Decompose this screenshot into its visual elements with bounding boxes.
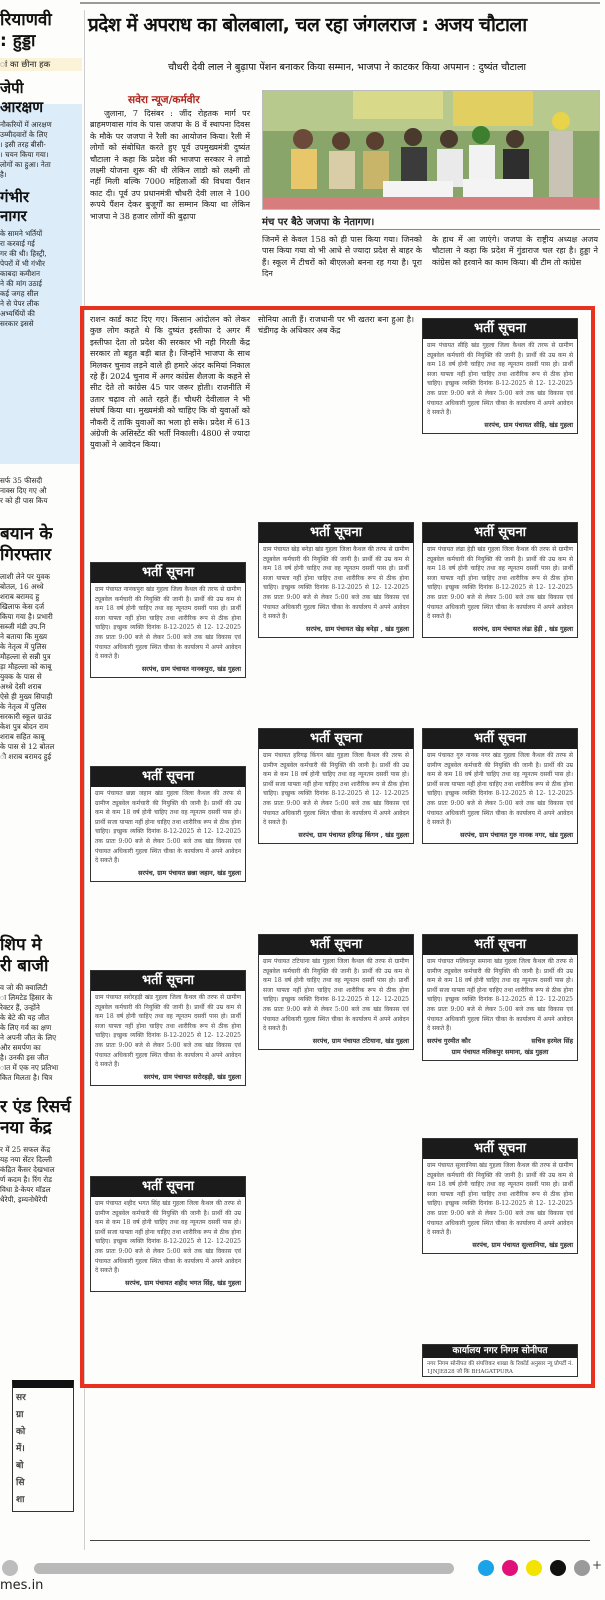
- article-col1-bottom: राशन कार्ड काट दिए गए। किसान आंदोलन को लेकर कुछ लोग कहते थे कि दुष्यंत इस्तीफा दे अगर मैं इस्तीफा देता तो प्रदेश की सरकार भी नही गिरती केंद्र सरकार तो बहुत बड़ी बात है। जिन्होंने भाजपा के साथ मिलकर चुनाव लड़ने वाले ही हमारे अंदर कमियां निकाल रहे हैं। 2024 चुनाव में अगर कांग्रेस शैलजा के कहने से सीट देते तो कांग्रेस 45 पार जरूर होती। राजनीति में उतार चढ़ाव तो आते रहते हैं। चौधरी देवीलाल ने भी संघर्ष किया था। मुख्यमंत्री को चाहिए कि वो युवाओं को नौकरी दें ताकि युवाओं का भला हो सके। प्रदेश में 613 अंग्रेजी के असिस्टेंट की भर्ती निकाली। 4800 से ज्यादा युवाओं ने आवेदन किया।: [90, 315, 250, 450]
- left-headline-6-line2: नया केंद्र: [0, 1118, 52, 1138]
- notice-kheri-bnera: [258, 522, 414, 638]
- article-byline: सवेरा न्यूज/कर्मवीर: [128, 94, 200, 106]
- left-headline-1-line2: : हुड्डा: [0, 31, 36, 51]
- left-headline-4-line2: गिरफ्तार: [0, 545, 52, 565]
- notice-signature: सरपंच, ग्राम पंचायत गुरु नानक नगर, खंड गुहला: [460, 830, 573, 839]
- left-para-4: लाशी लेने पर युवक बोतल, 16 अध्धे शराब बरामद हु खिलाफ केस दर्ज किया गया है। प्रभारी सब्जी मंडी उप.नि ने बताया कि मुख्य के नेतृत्व में पुलिस मौहल्ला से सन्नी पुत्र ड़ा मौहल्ला को काबू युवक के पास से अध्धे देसी शराब ऐसे ही मुख्य सिपाही के नेतृत्व में पुलिस सरकारी स्कूल ग्राउंड केश पुत्र बोदन राम शराब सहित काबू के पास से 12 बोतल ी शराब बरामद हुई: [0, 572, 55, 761]
- left-headline-5-line2: री बाजी: [0, 956, 49, 976]
- notice-title: भर्ती सूचना: [423, 729, 577, 749]
- notice-title: भर्ती सूचना: [423, 319, 577, 339]
- notice-guru-nanak-nagar: [422, 728, 578, 844]
- left-para-6: र में 25 सफल केंद्र यह नया सेंटर दिल्ली कंद्रित कैंसर देखभाल र्ण कदम है। रिंग रोड विधा डे-केयर मॉडल थैरेपी, इम्यनोथैरेपी: [0, 1145, 55, 1204]
- notice-harigarh-kingan: [258, 728, 414, 844]
- registration-dot-gray-2: [574, 1560, 590, 1576]
- notice-body: ग्राम पंचायत मलिकपुर समाना खंड गुहला जिला कैथल की तरफ से ग्रामीण ट्यूबवेल कर्मचारी की नियुक्ति की जानी है। प्रार्थी की उम्र कम से कम 18 वर्ष होनी चाहिए तथा वह न्यूनतम दसवीं पास हो। प्रार्थी सजा याफ्ता नहीं होना चाहिए तथा शारीरिक रूप से ठीक होना चाहिए। इच्छुक व्यक्ति दिनांक 8-12-2025 से 12- 12-2025 तक प्रातः 9:00 बजे से लेकर 5:00 बजे तक खंड विकास एवं पंचायत अधिकारी गुहला स्थित चीका के कार्यालय में अपने आवेदन दे सकते हैं।: [427, 958, 573, 1033]
- left-headline-5-line1: शिप मे: [0, 935, 42, 955]
- notice-malikpur-samana: [422, 934, 578, 1061]
- notice-title: भर्ती सूचना: [259, 523, 413, 543]
- article-col3: के हाथ में आ जाएंगे। जजपा के राष्ट्रीय अध्यक्ष अजय चौटाला ने कहा कि प्रदेश में गुंडाराज चल रहा है। हुड्डा ने कांग्रेस को हरवाने का काम किया। बी टीम तो कांग्रेस: [432, 235, 598, 267]
- left-headline-3-line1: गंभीर: [0, 188, 30, 206]
- website-url: mes.in: [0, 1578, 44, 1593]
- article-col1-top: जुलाना, 7 दिसंबर : जींद रोहतक मार्ग पर ब्राहमणवास गांव के पास जजपा के 8 वें स्थापना दिवस के मौके पर जजपा ने रैली का आयोजन किया। रैली में लोगों को संबोधित करते हुए पूर्व उपमुख्यमंत्री दुष्यंत चौटाला ने कहा कि प्रदेश की भाजपा सरकार ने लाडो लक्ष्मी योजना शुरू की थी लेकिन लाडो को लक्ष्मी तो नहीं मिली बल्कि 7000 महिलाओं की विधवा पैंशन काट दी। पूर्व उप प्रधानमंत्री चौधरी देवी लाल ने 100 रूपये पैंशन देकर बुजूर्गों का सम्मान किया था लेकिन भाजपा ने 38 हजार लोगों की बुढ़ापा: [90, 109, 250, 221]
- left-mini-notice: सर ग्रा को में। बो सि शा: [12, 1380, 74, 1512]
- left-headline-4-line1: बयान के: [0, 524, 53, 544]
- notice-title: भर्ती सूचना: [423, 523, 577, 543]
- notice-title: भर्ती सूचना: [91, 767, 245, 787]
- notice-tatiyana: [258, 934, 414, 1050]
- notice-signature: सरपंच, ग्राम पंचायत खेड़ बनेड़ा , खंड गुहला: [306, 624, 409, 633]
- notice-title: भर्ती सूचना: [259, 935, 413, 955]
- notice-body: ग्राम पंचायत टटियाना खंड गुहला जिला कैथल की तरफ से ग्रामीण ट्यूबवेल कर्मचारी की नियुक्ति की जानी है। प्रार्थी की उम्र कम से कम 18 वर्ष होनी चाहिए तथा वह न्यूनतम दसवीं पास हो। प्रार्थी सजा याफ्ता नहीं होना चाहिए तथा शारीरिक रूप से ठीक होना चाहिए। इच्छुक व्यक्ति दिनांक 8-12-2025 से 12- 12-2025 तक प्रातः 9:00 बजे से लेकर 5:00 बजे तक खंड विकास एवं पंचायत अधिकारी गुहला स्थित चीका के कार्यालय में अपने आवेदन दे सकते हैं।: [263, 958, 409, 1033]
- notice-body: ग्राम पंचायत खेड़ बनेड़ा खंड गुहला जिला कैथल की तरफ से ग्रामीण ट्यूबवेल कर्मचारी की नियुक्ति की जानी है। प्रार्थी की उम्र कम से कम 18 वर्ष होनी चाहिए तथा वह न्यूनतम दसवीं पास हो। प्रार्थी सजा याफ्ता नहीं होना चाहिए तथा शारीरिक रूप से ठीक होना चाहिए। इच्छुक व्यक्ति दिनांक 8-12-2025 से 12- 12-2025 तक प्रातः 9:00 बजे से लेकर 5:00 बजे तक खंड विकास एवं पंचायत अधिकारी गुहला स्थित चीका के कार्यालय में अपने आवेदन दे सकते हैं।: [263, 546, 409, 621]
- rally-stage-photo: [263, 91, 599, 209]
- left-headline-1-line1: रियाणवी: [0, 10, 52, 30]
- notice-title: भर्ती सूचना: [91, 971, 245, 991]
- notice-title: भर्ती सूचना: [423, 1139, 577, 1159]
- registration-dot-gray: [2, 1560, 18, 1576]
- left-lower-block: [0, 935, 82, 1205]
- left-adjacent-column: [0, 0, 82, 1552]
- notice-signatories: [423, 1034, 577, 1045]
- notice-signature: सरपंच, ग्राम पंचायत छन्ना जहान, खंड गुहला: [138, 868, 241, 877]
- registration-bar: [34, 1563, 454, 1574]
- left-para-3: सर्फ 35 फीसदी नाक्स दिए गए औ र को ही पास किय: [0, 476, 48, 505]
- left-para-1: नौकरियों में आरक्षण उम्मीदवारों के लिए । इसी तरह बीसी- । चयन किया गया। लोगों का हुआ। नेता है।: [0, 120, 52, 179]
- notice-municipal-corporation: [422, 1344, 578, 1377]
- notice-body: ग्राम पंचायत नानकपुरा खंड गुहला जिला कैथल की तरफ से ग्रामीण ट्यूबवेल कर्मचारी की नियुक्ति की जानी है। प्रार्थी की उम्र कम से कम 18 वर्ष होनी चाहिए तथा वह न्यूनतम दसवीं पास हो। प्रार्थी सजा याफ्ता नहीं होना चाहिए तथा शारीरिक रूप से ठीक होना चाहिए। इच्छुक व्यक्ति दिनांक 8-12-2025 से 12- 12-2025 तक प्रातः 9:00 बजे से लेकर 5:00 बजे तक खंड विकास एवं पंचायत अधिकारी गुहला स्थित चीका के कार्यालय में अपने आवेदन दे सकते हैं।: [95, 586, 241, 661]
- registration-dot-cyan: [478, 1560, 494, 1576]
- notice-signature: सरपंच, ग्राम पंचायत सुल्तानिया, खंड गुहला: [472, 1240, 573, 1249]
- left-highlight-strip: ां का छीना हक: [0, 58, 82, 71]
- left-top-block: [0, 10, 82, 329]
- notice-signature: सरपंच, ग्राम पंचायत लंढा हेड़ी , खंड गुहला: [472, 624, 573, 633]
- left-headline-2-line2: आरक्षण: [0, 98, 44, 116]
- notice-body: ग्राम पंचायत सुल्तानिया खंड गुहला जिला कैथल की तरफ से ग्रामीण ट्यूबवेल कर्मचारी की नियुक्ति की जानी है। प्रार्थी की उम्र कम से कम 18 वर्ष होनी चाहिए तथा वह न्यूनतम दसवीं पास हो। प्रार्थी सजा याफ्ता नहीं होना चाहिए तथा शारीरिक रूप से ठीक होना चाहिए। इच्छुक व्यक्ति दिनांक 8-12-2025 से 12- 12-2025 तक प्रातः 9:00 बजे से लेकर 5:00 बजे तक खंड विकास एवं पंचायत अधिकारी गुहला स्थित चीका के कार्यालय में अपने आवेदन दे सकते हैं।: [427, 1162, 573, 1237]
- registration-dot-black: [550, 1560, 566, 1576]
- left-headline-2-line1: जेपी: [0, 79, 24, 97]
- notice-signature: सरपंच, ग्राम पंचायत सीहि, खंड गुहला: [484, 420, 573, 429]
- notice-signature: ग्राम पंचायत मलिकपुर समाना, खंड गुहला: [451, 1047, 549, 1056]
- notice-signature: सरपंच, ग्राम पंचायत हरिगढ़ किंगन , खंड गुहला: [298, 830, 409, 839]
- crop-mark-icon: +: [592, 1558, 603, 1572]
- notice-sultania: [422, 1138, 578, 1254]
- notice-title: कार्यालय नगर निगम सोनीपत: [423, 1345, 577, 1358]
- secretary-name: सचिव हरमेल सिंह: [531, 1036, 573, 1045]
- registration-dot-yellow: [526, 1560, 542, 1576]
- notice-title: भर्ती सूचना: [91, 1177, 245, 1197]
- article-col2: जिनमें से केवल 158 को ही पास किया गया। जिनको पास किया गया वो भी आधे से ज्यादा प्रदेश से बाहर के हैं। स्कूल में टीचरों को बीएलओ बनना रह गया है। पूरा दिन: [262, 235, 422, 279]
- article-subheadline: चौधरी देवी लाल ने बुढ़ापा पेंशन बनाकर किया सम्मान, भाजपा ने काटकर किया अपमान : दुष्यंत चौटाला: [168, 62, 526, 73]
- notice-signature: सरपंच, ग्राम पंचायत टटियाना, खंड गुहला: [312, 1036, 409, 1045]
- notice-signature: सरपंच, ग्राम पंचायत सरोरहड़ी, खंड गुहला: [143, 1072, 241, 1081]
- notice-sihi: [422, 318, 578, 434]
- notice-body: ग्राम पंचायत सरोरहड़ी खंड गुहला जिला कैथल की तरफ से ग्रामीण ट्यूबवेल कर्मचारी की नियुक्ति की जानी है। प्रार्थी की उम्र कम से कम 18 वर्ष होनी चाहिए तथा वह न्यूनतम दसवीं पास हो। प्रार्थी सजा याफ्ता नहीं होना चाहिए तथा शारीरिक रूप से ठीक होना चाहिए। इच्छुक व्यक्ति दिनांक 8-12-2025 से 12- 12-2025 तक प्रातः 9:00 बजे से लेकर 5:00 बजे तक खंड विकास एवं पंचायत अधिकारी गुहला स्थित चीका के कार्यालय में अपने आवेदन दे सकते हैं।: [95, 994, 241, 1069]
- caption-rule: [262, 229, 600, 230]
- top-rule: [80, 2, 600, 4]
- notice-shaheed-bhagat-singh: [90, 1176, 246, 1292]
- notice-sarorahri: [90, 970, 246, 1086]
- left-para-2: के सामने भर्तियों रा करवाई गई गर की थी। हिस्ट्री, पेपरों में भी गंभीर काबदा कमीशन ने की मांग उठाई कई जगह सील ने से पेपर लीक अभ्यर्थियों की सरकार इससे: [0, 229, 47, 328]
- sarpanch-name: सरपंच गुरमीत कौर: [427, 1036, 471, 1045]
- notice-body: ग्राम पंचायत शहीद भगत सिंह खंड गुहला जिला कैथल की तरफ से ग्रामीण ट्यूबवेल कर्मचारी की नियुक्ति की जानी है। प्रार्थी की उम्र कम से कम 18 वर्ष होनी चाहिए तथा वह न्यूनतम दसवीं पास हो। प्रार्थी सजा याफ्ता नहीं होना चाहिए तथा शारीरिक रूप से ठीक होना चाहिए। इच्छुक व्यक्ति दिनांक 8-12-2025 से 12- 12-2025 तक प्रातः 9:00 बजे से लेकर 5:00 बजे तक खंड विकास एवं पंचायत अधिकारी गुहला स्थित चीका के कार्यालय में अपने आवेदन दे सकते हैं।: [95, 1200, 241, 1275]
- notice-signature: सरपंच, ग्राम पंचायत शहीद भगत सिंह, खंड गुहला: [125, 1278, 241, 1287]
- notice-title: भर्ती सूचना: [91, 563, 245, 583]
- notice-body: नगर निगम सोनीपत की संपत्तिकर शाखा के रिकॉर्ड अनुसार न्यू प्रोपर्टी नं. 1JNJE828 जो कि BHAGATPURA: [427, 1361, 573, 1375]
- left-headline-6-line1: र एंड रिसर्च: [0, 1097, 71, 1117]
- left-headline-3-line2: नागर: [0, 207, 27, 225]
- notice-title: भर्ती सूचना: [423, 935, 577, 955]
- notice-nanakpura: [90, 562, 246, 678]
- left-middle-block: [0, 476, 82, 762]
- article-headline: प्रदेश में अपराध का बोलबाला, चल रहा जंगलराज : अजय चौटाला: [88, 14, 527, 36]
- left-para-5: व जो की क्वालिटी ा लिमटेड हिसार के रेक्टर हैं, उन्होंने के बेटे की यह जीत के लिए गर्व का क्षण ने अपनी जीत के लिए और समर्पण का है। उनकी इस जीत ात में एक नए प्रतिभा कित मिलता है। चित्र: [0, 983, 59, 1082]
- notice-body: ग्राम पंचायत लंढा हेड़ी खंड गुहला जिला कैथल की तरफ से ग्रामीण ट्यूबवेल कर्मचारी की नियुक्ति की जानी है। प्रार्थी की उम्र कम से कम 18 वर्ष होनी चाहिए तथा वह न्यूनतम दसवीं पास हो। प्रार्थी सजा याफ्ता नहीं होना चाहिए तथा शारीरिक रूप से ठीक होना चाहिए। इच्छुक व्यक्ति दिनांक 8-12-2025 से 12- 12-2025 तक प्रातः 9:00 बजे से लेकर 5:00 बजे तक खंड विकास एवं पंचायत अधिकारी गुहला स्थित चीका के कार्यालय में अपने आवेदन दे सकते हैं।: [427, 546, 573, 621]
- article-col2-bottom: सोनिया आती हैं। राजधानी पर भी खतरा बना हुआ है। चंडीगढ़ के अधिकार अब केंद्र: [258, 315, 414, 336]
- notice-body: ग्राम पंचायत गुरु नानक नगर खंड गुहला जिला कैथल की तरफ से ग्रामीण ट्यूबवेल कर्मचारी की नियुक्ति की जानी है। प्रार्थी की उम्र कम से कम 18 वर्ष होनी चाहिए तथा वह न्यूनतम दसवीं पास हो। प्रार्थी सजा याफ्ता नहीं होना चाहिए तथा शारीरिक रूप से ठीक होना चाहिए। इच्छुक व्यक्ति दिनांक 8-12-2025 से 12- 12-2025 तक प्रातः 9:00 बजे से लेकर 5:00 बजे तक खंड विकास एवं पंचायत अधिकारी गुहला स्थित चीका के कार्यालय में अपने आवेदन दे सकते हैं।: [427, 752, 573, 827]
- notice-signature: सरपंच, ग्राम पंचायत नानकपुरा, खंड गुहला: [141, 664, 241, 673]
- registration-dot-magenta: [502, 1560, 518, 1576]
- notice-chhanna-jahan: [90, 766, 246, 882]
- notice-body: ग्राम पंचायत छन्ना जहान खंड गुहला जिला कैथल की तरफ से ग्रामीण ट्यूबवेल कर्मचारी की नियुक्ति की जानी है। प्रार्थी की उम्र कम से कम 18 वर्ष होनी चाहिए तथा वह न्यूनतम दसवीं पास हो। प्रार्थी सजा याफ्ता नहीं होना चाहिए तथा शारीरिक रूप से ठीक होना चाहिए। इच्छुक व्यक्ति दिनांक 8-12-2025 से 12- 12-2025 तक प्रातः 9:00 बजे से लेकर 5:00 बजे तक खंड विकास एवं पंचायत अधिकारी गुहला स्थित चीका के कार्यालय में अपने आवेदन दे सकते हैं।: [95, 790, 241, 865]
- notice-title: भर्ती सूचना: [259, 729, 413, 749]
- notice-body: ग्राम पंचायत सीहि खंड गुहला जिला कैथल की तरफ से ग्रामीण ट्यूबवेल कर्मचारी की नियुक्ति की जानी है। प्रार्थी की उम्र कम से कम 18 वर्ष होनी चाहिए तथा वह न्यूनतम दसवीं पास हो। प्रार्थी सजा याफ्ता नहीं होना चाहिए तथा शारीरिक रूप से ठीक होना चाहिए। इच्छुक व्यक्ति दिनांक 8-12-2025 से 12- 12-2025 तक प्रातः 9:00 बजे से लेकर 5:00 बजे तक खंड विकास एवं पंचायत अधिकारी गुहला स्थित चीका के कार्यालय में अपने आवेदन दे सकते हैं।: [427, 342, 573, 417]
- photo-caption: मंच पर बैठे जजपा के नेतागण।: [262, 217, 375, 228]
- notice-landha-heri: [422, 522, 578, 638]
- bottom-rule: [90, 1540, 590, 1541]
- notice-body: ग्राम पंचायत हरिगढ़ किंगन खंड गुहला जिला कैथल की तरफ से ग्रामीण ट्यूबवेल कर्मचारी की नियुक्ति की जानी है। प्रार्थी की उम्र कम से कम 18 वर्ष होनी चाहिए तथा वह न्यूनतम दसवीं पास हो। प्रार्थी सजा याफ्ता नहीं होना चाहिए तथा शारीरिक रूप से ठीक होना चाहिए। इच्छुक व्यक्ति दिनांक 8-12-2025 से 12- 12-2025 तक प्रातः 9:00 बजे से लेकर 5:00 बजे तक खंड विकास एवं पंचायत अधिकारी गुहला स्थित चीका के कार्यालय में अपने आवेदन दे सकते हैं।: [263, 752, 409, 827]
- article-photo: [262, 90, 600, 210]
